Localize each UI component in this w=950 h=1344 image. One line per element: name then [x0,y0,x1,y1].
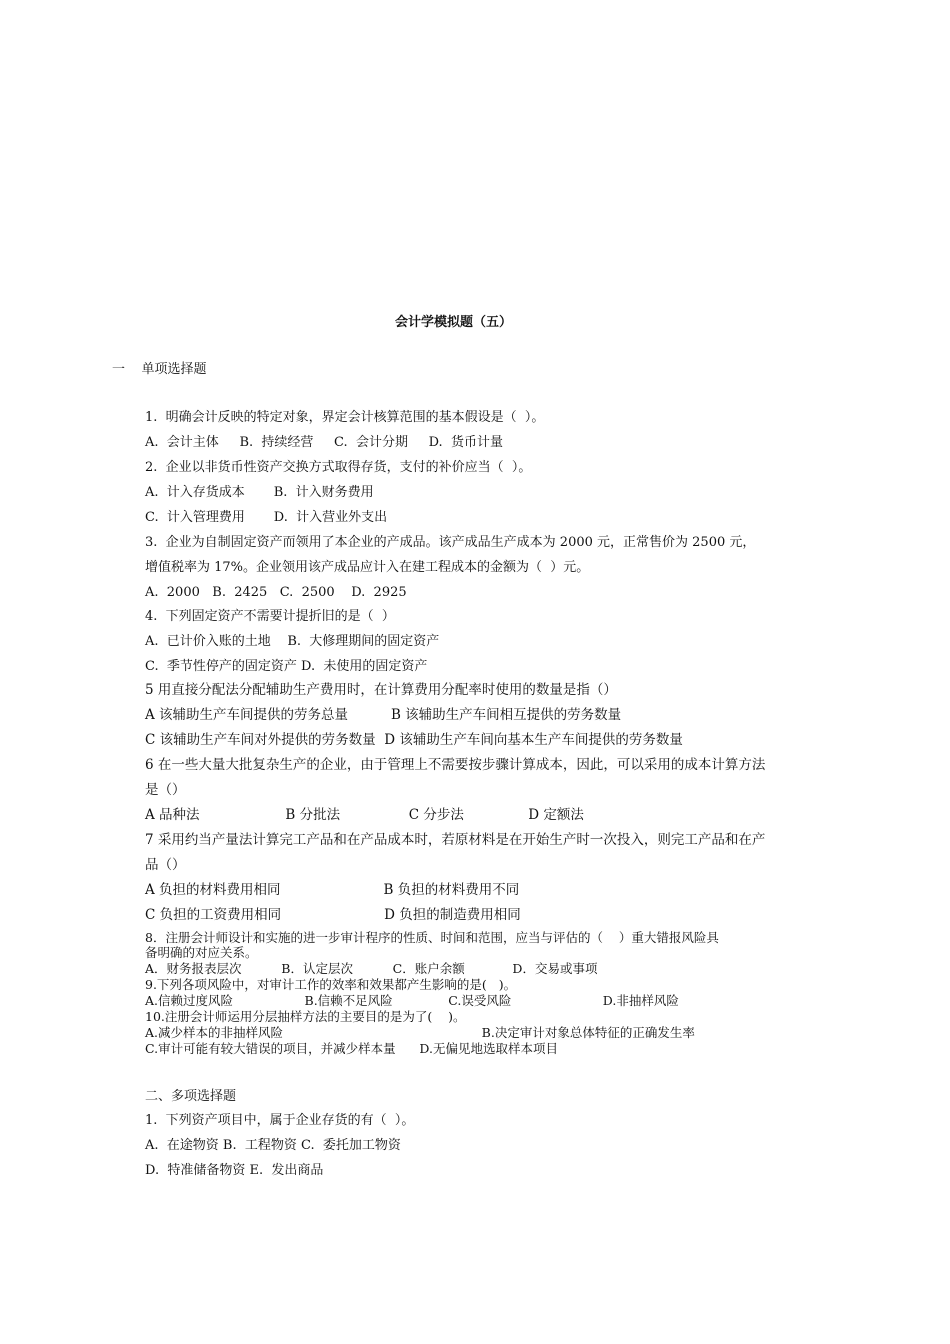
section-heading-multiple-choice: 二、多项选择题 [145,1089,237,1104]
question-line: 是（） [145,782,186,798]
option-line: C. 计入管理费用 D. 计入营业外支出 [145,510,388,525]
question-line: 10.注册会计师运用分层抽样方法的主要目的是为了( )。 [145,1009,466,1024]
option-line: D. 特准储备物资 E. 发出商品 [145,1163,324,1178]
option-line: A. 已计价入账的土地 B. 大修理期间的固定资产 [145,634,440,649]
option-line: A 负担的材料费用相同 B 负担的材料费用不同 [145,882,520,898]
option-line: A. 会计主体 B. 持续经营 C. 会计分期 D. 货币计量 [145,435,503,450]
option-line: A. 计入存货成本 B. 计入财务费用 [145,485,374,500]
question-line: 备明确的对应关系。 [145,945,258,960]
option-line: C 该辅助生产车间对外提供的劳务数量 D 该辅助生产车间向基本生产车间提供的劳务数量 [145,732,683,748]
question-line: 2. 企业以非货币性资产交换方式取得存货，支付的补价应当（ ）。 [145,460,532,475]
option-line: A 品种法 B 分批法 C 分步法 D 定额法 [145,807,584,823]
option-line: A. 在途物资 B. 工程物资 C. 委托加工物资 [145,1138,401,1153]
page-title: 会计学模拟题（五） [395,315,513,330]
option-line: A 该辅助生产车间提供的劳务总量 B 该辅助生产车间相互提供的劳务数量 [145,707,622,723]
option-line: A.减少样本的非抽样风险 B.决定审计对象总体特征的正确发生率 [145,1025,695,1040]
question-line: 1. 下列资产项目中，属于企业存货的有（ ）。 [145,1113,415,1128]
option-line: C.审计可能有较大错误的项目，并减少样本量 D.无偏见地选取样本项目 [145,1041,558,1056]
question-line: 品（） [145,857,186,873]
question-line: 9.下列各项风险中，对审计工作的效率和效果都产生影响的是( )。 [145,977,517,992]
section-heading-single-choice: 一 单项选择题 [112,362,207,377]
option-line: C 负担的工资费用相同 D 负担的制造费用相同 [145,907,521,923]
question-line: 8．注册会计师设计和实施的进一步审计程序的性质、时间和范围，应当与评估的（ ）重大错报风险具 [145,930,719,945]
question-line: 4. 下列固定资产不需要计提折旧的是（ ） [145,609,395,624]
option-line: A．财务报表层次 B．认定层次 C．账户余额 D．交易或事项 [145,961,598,976]
option-line: C. 季节性停产的固定资产 D. 未使用的固定资产 [145,659,428,674]
question-line: 5 用直接分配法分配辅助生产费用时，在计算费用分配率时使用的数量是指（） [145,682,617,698]
question-line: 3. 企业为自制固定资产而领用了本企业的产成品。该产成品生产成本为 2000 元，正常售价为 2500 元， [145,535,756,550]
question-line: 1. 明确会计反映的特定对象，界定会计核算范围的基本假设是（ ）。 [145,410,545,425]
option-line: A. 2000 B. 2425 C. 2500 D. 2925 [145,585,407,600]
option-line: A.信赖过度风险 B.信赖不足风险 C.误受风险 D.非抽样风险 [145,993,679,1008]
question-line: 7 采用约当产量法计算完工产品和在产品成本时，若原材料是在开始生产时一次投入，则完工产品和在产 [145,832,766,848]
question-line: 6 在一些大量大批复杂生产的企业，由于管理上不需要按步骤计算成本，因此，可以采用的成本计算方法 [145,757,766,773]
question-line: 增值税率为 17%。企业领用该产成品应计入在建工程成本的金额为（ ）元。 [145,560,590,575]
